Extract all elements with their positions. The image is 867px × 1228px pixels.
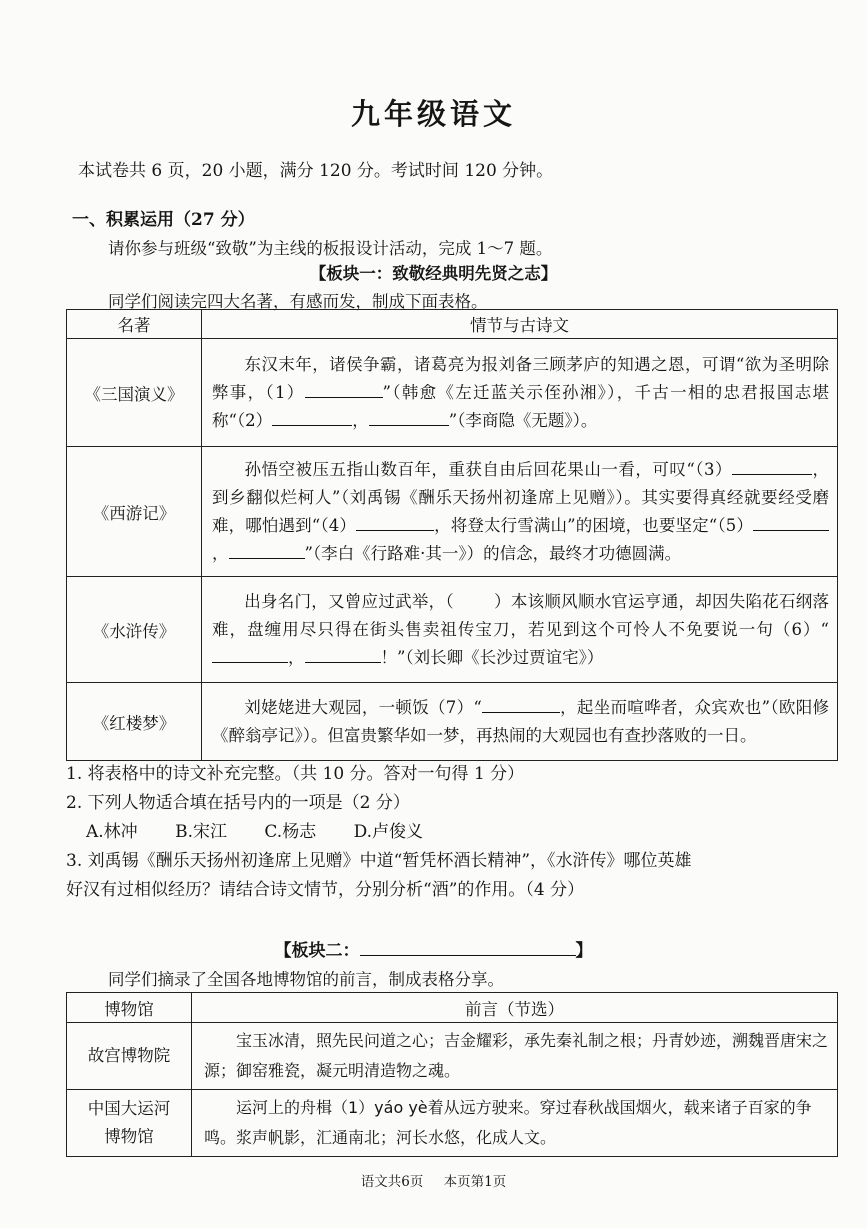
plot-text-segment: 孙悟空被压五指山数百年，重获自由后回花果山一看，可叹“（3） — [244, 459, 733, 479]
page-title: 九年级语文 — [350, 97, 516, 131]
plot-text-segment: ，起坐而喧哗者，众宾欢也”（欧阳修《醉翁亭记》）。但富贵繁华如一梦，再热闹的大观园也有查抄落败的一日。 — [212, 697, 829, 745]
exam-intro: 本试卷共 6 页，20 小题，满分 120 分。考试时间 120 分钟。 — [78, 161, 554, 181]
option-d[interactable]: D.卢俊义 — [353, 822, 424, 842]
answer-blank[interactable] — [212, 644, 288, 663]
plot-text — [202, 447, 838, 577]
classics-table — [66, 309, 838, 761]
book-name: 《西游记》 — [67, 447, 202, 577]
table-row — [67, 447, 838, 577]
question-1: 1. 将表格中的诗文补充完整。（共 10 分。答对一句得 1 分） — [66, 764, 525, 784]
footer-total-pages: 语文共6页 — [360, 1174, 424, 1190]
museum-name-line: 中国大运河 — [87, 1099, 171, 1118]
questions-block — [66, 760, 838, 905]
table-header-cell: 情节与古诗文 — [202, 310, 838, 339]
plot-text — [202, 577, 838, 683]
table-row — [67, 683, 838, 761]
block1-intro: 同学们阅读完四大名著，有感而发，制成下面表格。 — [108, 292, 488, 311]
option-b[interactable]: B.宋江 — [175, 822, 227, 842]
table-header-row — [67, 993, 838, 1023]
preface-text: 宝玉冰清，照先民问道之心；吉金耀彩，承先秦礼制之根；丹青妙迹，溯魏晋唐宋之源；御窑雅瓷，凝元明清造物之魂。 — [204, 1031, 829, 1080]
question-2: 2. 下列人物适合填在括号内的一项是（2 分） — [66, 793, 410, 813]
block2-title-right: 】 — [575, 941, 593, 961]
option-a[interactable]: A.林冲 — [86, 822, 138, 842]
table-row — [67, 1090, 838, 1157]
title-blank[interactable] — [360, 937, 576, 956]
museum-preface — [192, 1023, 838, 1090]
question-3-line1: 3. 刘禹锡《酬乐天扬州初逢席上见赠》中道“暂凭杯酒长精神”，《水浒传》哪位英雄 — [66, 851, 692, 871]
footer-page-number: 本页第1页 — [443, 1174, 507, 1190]
preface-text: 运河上的舟楫（1）yáo yè着从远方驶来。穿过春秋战国烟火，载来诸子百家的争鸣。浆声帆影，汇通南北；河长水悠，化成人文。 — [204, 1098, 812, 1147]
plot-text-segment: ， — [212, 543, 229, 563]
page-footer — [0, 1170, 867, 1190]
table-row — [67, 339, 838, 447]
table-header-row — [67, 310, 838, 339]
museum-table — [66, 992, 838, 1157]
plot-text-segment: 刘姥姥进大观园，一顿饭（7）“ — [244, 697, 482, 717]
answer-blank[interactable] — [356, 512, 434, 531]
answer-blank[interactable] — [305, 644, 381, 663]
plot-text-segment: 东汉末年，诸侯争霸，诸葛亮为报刘备三顾茅庐的知遇之恩，可谓“欲为圣明除弊事，（1） — [212, 354, 829, 402]
book-name: 《三国演义》 — [67, 339, 202, 447]
answer-blank[interactable] — [753, 512, 829, 531]
plot-text-segment: ！”（刘长卿《长沙过贾谊宅》） — [380, 647, 604, 667]
book-name: 《水浒传》 — [67, 577, 202, 683]
plot-text-segment: ，到乡翻似烂柯人”（刘禹锡《酬乐天扬州初逢席上见赠》）。其实要得真经就要经受磨难，哪怕遇到“（4） — [212, 459, 830, 535]
plot-text-segment: ， — [288, 647, 305, 667]
table-header-cell: 博物馆 — [67, 993, 192, 1023]
question-2-options — [66, 818, 838, 847]
table-row — [67, 577, 838, 683]
section-heading: 一、积累运用（27 分） — [72, 210, 255, 230]
plot-text-segment: ， — [352, 410, 369, 430]
book-name: 《红楼梦》 — [67, 683, 202, 761]
option-c[interactable]: C.杨志 — [264, 822, 317, 842]
plot-text-segment: ”（韩愈《左迁蓝关示侄孙湘》），千古一相的忠君报国志堪称“（2） — [212, 382, 830, 430]
plot-text-segment: 出身名门，又曾应过武举，（ — [244, 591, 454, 611]
block2-intro: 同学们摘录了全国各地博物馆的前言，制成表格分享。 — [108, 970, 504, 989]
table-header-cell: 前言（节选） — [192, 993, 838, 1023]
table-header-cell: 名著 — [67, 310, 202, 339]
answer-blank[interactable] — [482, 694, 560, 713]
plot-text-segment: ”（李白《行路难·其一》）的信念，最终才功德圆满。 — [304, 543, 682, 563]
plot-text — [202, 683, 838, 761]
plot-text-segment: ，将登太行雪满山”的困境，也要坚定“（5） — [434, 515, 753, 535]
answer-blank[interactable] — [229, 540, 305, 559]
question-3-line2: 好汉有过相似经历？请结合诗文情节，分别分析“酒”的作用。（4 分） — [66, 880, 585, 900]
plot-text — [202, 339, 838, 447]
plot-text-segment: ”（李商隐《无题》）。 — [448, 410, 598, 430]
block2-title — [0, 936, 867, 961]
museum-preface — [192, 1090, 838, 1157]
section-instruction: 请你参与班级“致敬”为主线的板报设计活动，完成 1～7 题。 — [108, 239, 553, 258]
answer-blank[interactable] — [272, 407, 352, 426]
museum-name-line: 博物馆 — [104, 1127, 154, 1146]
block2-title-left: 【板块二： — [274, 941, 360, 961]
answer-blank[interactable] — [732, 456, 812, 475]
plot-text-segment: ）本该顺风顺水官运亨通，却因失陷花石纲落难，盘缠用尽只得在街头售卖祖传宝刀，若见到这个可怜人不免要说一句（6）“ — [212, 591, 830, 639]
block1-title: 【板块一：致敬经典明先贤之志】 — [309, 264, 558, 283]
table-row — [67, 1023, 838, 1090]
answer-blank[interactable] — [369, 407, 449, 426]
answer-blank[interactable] — [305, 379, 383, 398]
museum-name: 故宫博物院 — [67, 1023, 192, 1090]
museum-name — [67, 1090, 192, 1157]
